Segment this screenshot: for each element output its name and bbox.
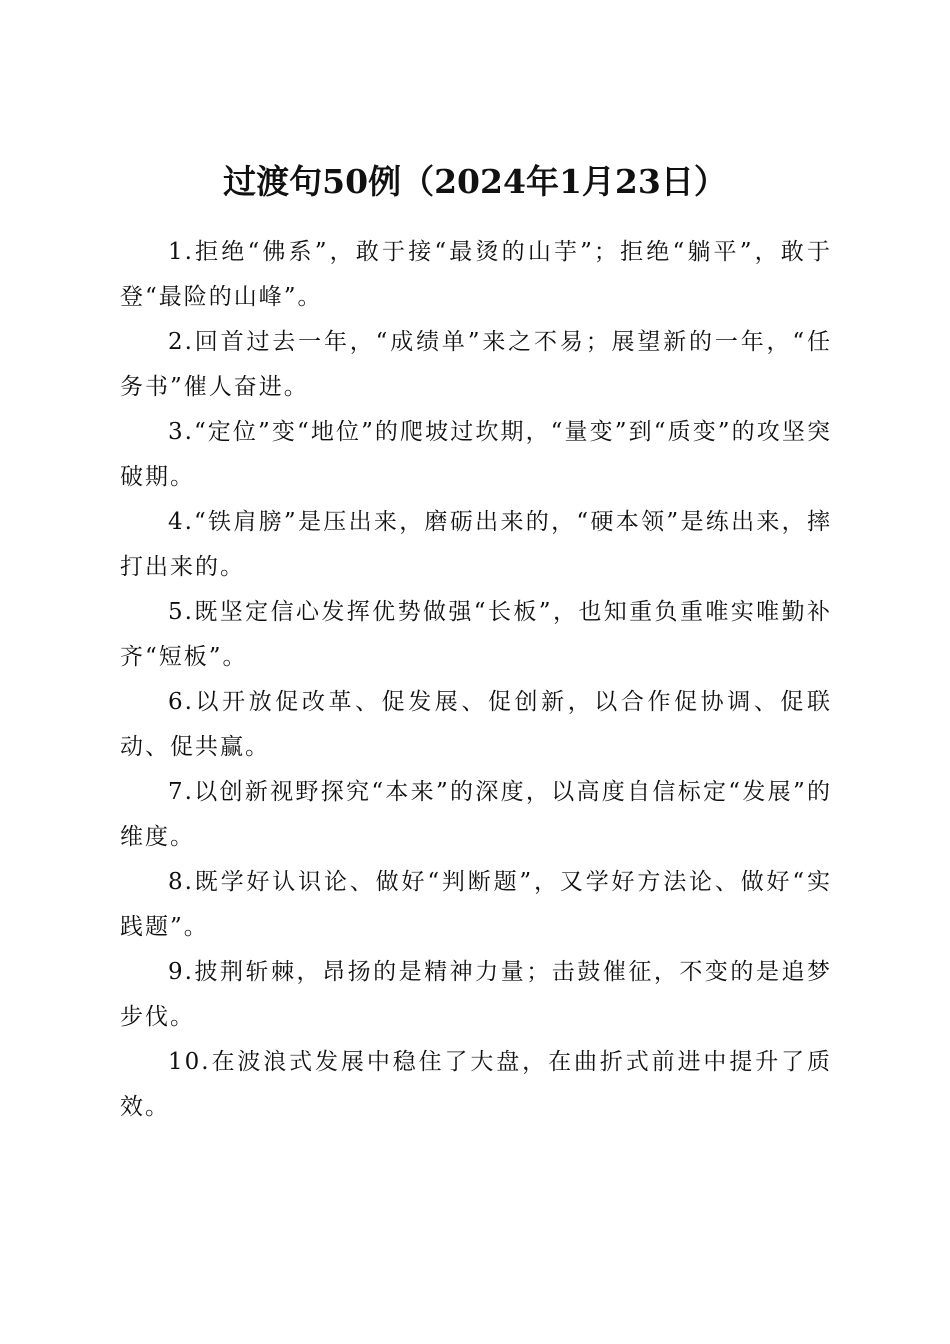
document-title: 过渡句50例（2024年1月23日） bbox=[223, 162, 727, 202]
list-item: 1.拒绝“佛系”，敢于接“最烫的山芋”；拒绝“躺平”，敢于登“最险的山峰”。 bbox=[120, 239, 832, 310]
list-item: 7.以创新视野探究“本来”的深度，以高度自信标定“发展”的维度。 bbox=[120, 779, 832, 850]
list-item: 9.披荆斩棘，昂扬的是精神力量；击鼓催征，不变的是追梦步伐。 bbox=[120, 959, 832, 1030]
list-item: 3.“定位”变“地位”的爬坡过坎期，“量变”到“质变”的攻坚突破期。 bbox=[120, 419, 832, 490]
list-item: 6.以开放促改革、促发展、促创新，以合作促协调、促联动、促共赢。 bbox=[120, 689, 832, 760]
list-item: 2.回首过去一年，“成绩单”来之不易；展望新的一年，“任务书”催人奋进。 bbox=[120, 329, 832, 400]
transition-sentence-list bbox=[120, 230, 832, 1130]
list-item: 10.在波浪式发展中稳住了大盘，在曲折式前进中提升了质效。 bbox=[120, 1049, 832, 1120]
list-item: 5.既坚定信心发挥优势做强“长板”，也知重负重唯实唯勤补齐“短板”。 bbox=[120, 599, 832, 670]
list-item: 8.既学好认识论、做好“判断题”，又学好方法论、做好“实践题”。 bbox=[120, 869, 832, 940]
list-item: 4.“铁肩膀”是压出来，磨砺出来的，“硬本领”是练出来，摔打出来的。 bbox=[120, 509, 832, 580]
